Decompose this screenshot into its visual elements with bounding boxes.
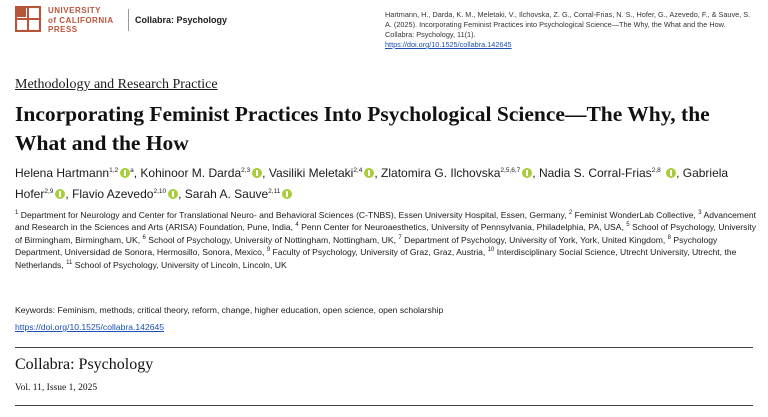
affil-text: Feminist WonderLab Collective, [574, 210, 696, 220]
corresponding-sup: a [130, 167, 134, 174]
citation-text: Hartmann, H., Darda, K. M., Meletaki, V., Ilchovska, Z. G., Corral-Frias, N. S., Hofer, G., Azevedo, F., & Sauve, S. A. (2025). Incorporating Feminist Practices into Psychological Science—The Why, the What and the How. Collabra: Psychology, 11(1). [385, 10, 751, 39]
author-name[interactable]: Gabriela Hofer [15, 166, 729, 201]
publisher-line: of CALIFORNIA [48, 15, 114, 25]
affil-number: 5 [626, 222, 630, 229]
author-affil-sup: 2,8 [651, 167, 661, 174]
author-affil-sup: 1,2 [109, 167, 119, 174]
author-affil-sup: 2,9 [44, 188, 54, 195]
author-name[interactable]: Vasiliki Meletaki [268, 166, 354, 180]
affil-number: 10 [487, 247, 495, 254]
affil-number: 1 [15, 210, 19, 216]
keywords: Keywords: Feminism, methods, critical theory, reform, change, higher education, open science, open scholarship [15, 305, 444, 315]
orcid-icon[interactable] [282, 189, 292, 199]
publisher-line: PRESS [48, 25, 78, 34]
affil-number: 8 [667, 234, 672, 241]
author-affil-sup: 2,11 [268, 188, 281, 195]
divider-bottom [15, 405, 753, 406]
affil-number: 3 [698, 210, 702, 216]
orcid-icon[interactable] [522, 168, 532, 178]
footer-journal-name: Collabra: Psychology [15, 356, 154, 373]
footer-volume: Vol. 11, Issue 1, 2025 [15, 383, 98, 393]
affil-text: School of Psychology, University of Lincoln, Lincoln, UK [74, 259, 287, 270]
affil-text: Department of Psychology, University of York, York, United Kingdom, [404, 234, 666, 245]
section-label[interactable]: Methodology and Research Practice [15, 77, 218, 92]
affil-number: 2 [568, 210, 573, 216]
orcid-icon[interactable] [364, 168, 374, 178]
author-list: Helena Hartmann$^{1,2}$ $^a$, Kohinoor M. Darda$^{2,3}$ , Vasiliki Meletaki$^{2,4}$ , Zlatomira G. Ilchovska$^{2,5,6,7}$ , Nadia S. Corral-Frias$^{2,8}$ , Gabriela Hofer$^{2,9}$ , Flavio Azevedo$^{2,10}$ , Sarah A. Sauve$^{2,11}$ [15, 166, 729, 201]
affil-number: 7 [398, 234, 402, 241]
affil-text: School of Psychology, University of Birmingham, Birmingham, UK, [15, 222, 757, 245]
affil-text: Department for Neurology and Center for Translational Neuro- and Behavioral Sciences (C-TNBS), Essen University Hospital, Essen, Germany, [20, 210, 567, 220]
citation-block [385, 10, 755, 50]
citation-doi-link[interactable]: https://doi.org/10.1525/collabra.142645 [385, 40, 512, 49]
journal-brand: Collabra: Psychology [135, 15, 228, 25]
affil-text: Penn Center for Neuroaesthetics, University of Pennsylvania, Philadelphia, PA, USA, [301, 222, 624, 233]
author-affil-sup: 2,3 [241, 167, 251, 174]
affil-text: Faculty of Psychology, University of Graz, Graz, Austria, [272, 247, 486, 258]
author-name[interactable]: Nadia S. Corral-Frias [538, 166, 652, 180]
affil-number: 4 [295, 222, 299, 229]
affil-text: Interdisciplinary Social Science, Utrecht University, Utrecht, the Netherlands, [15, 247, 737, 270]
author-name[interactable]: Helena Hartmann [15, 166, 110, 180]
orcid-icon[interactable] [666, 168, 676, 178]
author-name[interactable]: Zlatomira G. Ilchovska [381, 166, 501, 180]
publisher-wordmark [48, 6, 114, 35]
author-name[interactable]: Flavio Azevedo [72, 187, 154, 201]
affil-number: 9 [266, 247, 271, 254]
affil-number: 6 [142, 234, 146, 241]
affil-text: Advancement and Research in the Sciences and Arts (ARISA) Foundation, Pune, India, [15, 210, 757, 233]
article-title: Incorporating Feminist Practices Into Psychological Science—The Why, the What and the How [15, 102, 710, 155]
orcid-icon[interactable] [252, 168, 262, 178]
orcid-icon[interactable] [120, 168, 130, 178]
affiliation-list [15, 209, 760, 271]
article-doi-link[interactable]: https://doi.org/10.1525/collabra.142645 [15, 322, 165, 332]
affil-text: Psychology Department, Universidad de Sonora, Hermosillo, Sonora, Mexico, [15, 234, 718, 258]
divider-top [15, 347, 753, 348]
author-name[interactable]: Sarah A. Sauve [184, 187, 269, 201]
header-divider [128, 9, 129, 31]
author-name[interactable]: Kohinoor M. Darda [140, 166, 242, 180]
author-affil-sup: 2,10 [153, 188, 167, 195]
author-affil-sup: 2,5,6,7 [500, 167, 521, 174]
affil-text: School of Psychology, University of Nottingham, Nottingham, UK, [148, 234, 397, 245]
affil-number: 11 [66, 259, 73, 266]
publisher-line: UNIVERSITY [48, 6, 102, 15]
orcid-icon[interactable] [55, 189, 65, 199]
uc-press-logo-icon [15, 6, 41, 32]
orcid-icon[interactable] [168, 189, 178, 199]
author-affil-sup: 2,4 [353, 167, 363, 174]
